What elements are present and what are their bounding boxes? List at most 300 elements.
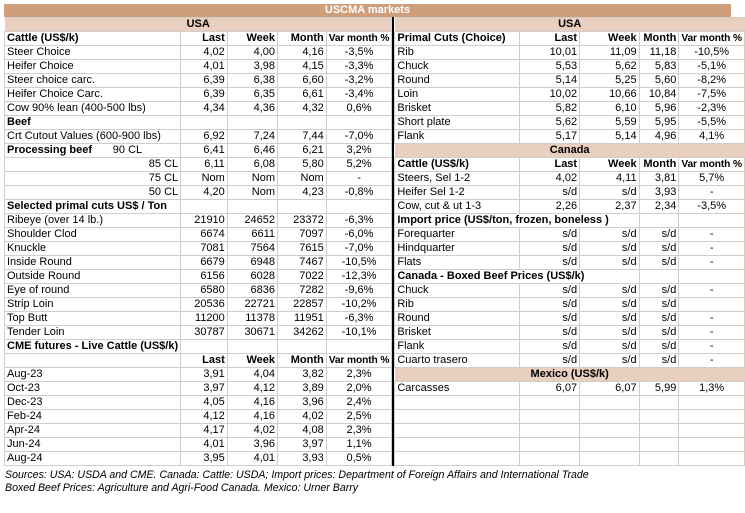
empty-cell [519, 396, 579, 410]
cell-week: 11,09 [580, 46, 640, 60]
cell-last: 6,11 [181, 158, 228, 172]
cell-last: s/d [519, 298, 579, 312]
empty-cell [326, 116, 392, 130]
cell-month: 5,80 [278, 158, 327, 172]
cell-month: 7097 [278, 228, 327, 242]
table-row [395, 214, 745, 228]
cell-month: s/d [639, 312, 679, 326]
cell-month: s/d [639, 340, 679, 354]
cell-week: 4,36 [227, 102, 277, 116]
cell-var-month: 4,1% [679, 130, 745, 144]
cell-week: s/d [580, 228, 640, 242]
table-row [5, 256, 392, 270]
row-label: Inside Round [5, 256, 181, 270]
cell-month: 4,23 [278, 186, 327, 200]
cell-last: 5,82 [519, 102, 579, 116]
table-row [5, 368, 392, 382]
cell-week: Nom [227, 186, 277, 200]
cell-last: s/d [519, 284, 579, 298]
empty-cell [639, 410, 679, 424]
cell-month: 11,18 [639, 46, 679, 60]
cell-var-month: 2,5% [326, 410, 392, 424]
table-row [5, 424, 392, 438]
cell-last: s/d [519, 326, 579, 340]
cell-last: 6674 [181, 228, 228, 242]
section-label: Import price (US$/ton, frozen, boneless ) [395, 214, 639, 228]
cell-month: 5,99 [639, 382, 679, 396]
table-row [5, 200, 392, 214]
table-row [395, 270, 745, 284]
cell-month: 7467 [278, 256, 327, 270]
cell-month: 5,83 [639, 60, 679, 74]
cell-month: 4,15 [278, 60, 327, 74]
cell-week: 24652 [227, 214, 277, 228]
row-label [5, 144, 181, 158]
row-label: Chuck [395, 284, 519, 298]
row-label: Rib [395, 46, 519, 60]
cell-var-month: 3,2% [326, 144, 392, 158]
empty-cell [519, 424, 579, 438]
table-row [5, 116, 392, 130]
table-row [5, 88, 392, 102]
empty-cell [580, 410, 640, 424]
cell-month: 5,95 [639, 116, 679, 130]
empty-label-cell [395, 452, 519, 466]
column-header-var-month: Var month % [326, 354, 392, 368]
cell-var-month: -6,3% [326, 312, 392, 326]
cell-var-month: - [326, 172, 392, 186]
cell-last: 2,26 [519, 200, 579, 214]
cell-last: 4,02 [519, 172, 579, 186]
sources-line-1: Sources: USA: USDA and CME. Canada: Cattle: USDA; Import prices: Department of Foreign Affairs and International Trade [5, 469, 589, 481]
cell-var-month: 1,1% [326, 438, 392, 452]
cell-last: 6580 [181, 284, 228, 298]
row-label: Forequarter [395, 228, 519, 242]
cell-last: 4,34 [181, 102, 228, 116]
cell-last: s/d [519, 228, 579, 242]
row-label: Heifer Choice [5, 60, 181, 74]
cell-week: 4,16 [227, 396, 277, 410]
cell-last: 6,07 [519, 382, 579, 396]
empty-cell [227, 116, 277, 130]
empty-cell [181, 116, 228, 130]
cell-var-month: 0,5% [326, 452, 392, 466]
empty-cell [278, 340, 327, 354]
empty-cell [580, 396, 640, 410]
cell-var-month: -3,3% [326, 60, 392, 74]
cell-month: 6,21 [278, 144, 327, 158]
row-label: Brisket [395, 102, 519, 116]
empty-cell [679, 214, 745, 228]
cell-var-month: -6,3% [326, 214, 392, 228]
section-label: Selected primal cuts US$ / Ton [5, 200, 181, 214]
row-label: Apr-24 [5, 424, 181, 438]
cell-var-month: - [679, 284, 745, 298]
cell-month: 3,97 [278, 438, 327, 452]
cell-last: 5,62 [519, 116, 579, 130]
empty-cell [639, 424, 679, 438]
cell-var-month: 5,7% [679, 172, 745, 186]
row-label: Flats [395, 256, 519, 270]
cell-last: s/d [519, 256, 579, 270]
cell-last: 6,41 [181, 144, 228, 158]
cell-var-month: - [679, 340, 745, 354]
cell-month: s/d [639, 242, 679, 256]
cell-month: s/d [639, 354, 679, 368]
region-band-label: USA [395, 18, 745, 32]
column-header-var-month: Var month % [679, 32, 745, 46]
cell-var-month: -3,5% [326, 46, 392, 60]
cell-month: 4,32 [278, 102, 327, 116]
empty-cell [679, 424, 745, 438]
section-label: Canada - Boxed Beef Prices (US$/k) [395, 270, 639, 284]
primal-canada-mexico-table-body [395, 18, 745, 466]
cell-week: 5,62 [580, 60, 640, 74]
cell-var-month: -6,0% [326, 228, 392, 242]
cell-week: 4,16 [227, 410, 277, 424]
empty-label-cell [395, 396, 519, 410]
cell-var-month: -10,1% [326, 326, 392, 340]
cell-last: 4,01 [181, 60, 228, 74]
cell-var-month: -10,5% [326, 256, 392, 270]
cell-var-month: -10,5% [679, 46, 745, 60]
cell-week: 7564 [227, 242, 277, 256]
cell-week: 4,00 [227, 46, 277, 60]
cell-var-month: -0,8% [326, 186, 392, 200]
column-header-month: Month [639, 32, 679, 46]
table-row [5, 74, 392, 88]
cell-month: 4,16 [278, 46, 327, 60]
row-label: Chuck [395, 60, 519, 74]
cell-month: s/d [639, 298, 679, 312]
section-label: Beef [5, 116, 181, 130]
cell-week: 6,10 [580, 102, 640, 116]
cell-week: 6948 [227, 256, 277, 270]
cell-last: 3,97 [181, 382, 228, 396]
table-row [395, 186, 745, 200]
cell-var-month: - [679, 242, 745, 256]
cell-month: 7615 [278, 242, 327, 256]
table-row [5, 452, 392, 466]
table-row [395, 88, 745, 102]
cell-last: 11200 [181, 312, 228, 326]
cell-week: s/d [580, 340, 640, 354]
title-band [4, 4, 731, 17]
row-label: Heifer Sel 1-2 [395, 186, 519, 200]
cell-week: s/d [580, 312, 640, 326]
cell-month: 2,34 [639, 200, 679, 214]
row-label: Cow, cut & ut 1-3 [395, 200, 519, 214]
row-label: Ribeye (over 14 lb.) [5, 214, 181, 228]
empty-label-cell [395, 410, 519, 424]
cell-var-month: - [679, 256, 745, 270]
column-header-month: Month [278, 354, 327, 368]
cell-var-month: -8,2% [679, 74, 745, 88]
row-label: Flank [395, 340, 519, 354]
cell-week: 6,08 [227, 158, 277, 172]
cell-week: s/d [580, 326, 640, 340]
cell-week: 2,37 [580, 200, 640, 214]
cell-week: s/d [580, 242, 640, 256]
column-header-var-month: Var month % [679, 158, 745, 172]
cell-week: 10,66 [580, 88, 640, 102]
empty-cell [519, 452, 579, 466]
row-label: Outside Round [5, 270, 181, 284]
cell-last: 4,12 [181, 410, 228, 424]
table-row [5, 396, 392, 410]
cell-month: 4,96 [639, 130, 679, 144]
cell-last: 4,01 [181, 438, 228, 452]
cell-month: 7282 [278, 284, 327, 298]
table-row [395, 116, 745, 130]
table-row [5, 158, 392, 172]
section-label: CME futures - Live Cattle (US$/k) [5, 340, 181, 354]
cell-var-month: - [679, 186, 745, 200]
cell-var-month: -3,4% [326, 88, 392, 102]
table-row [5, 270, 392, 284]
row-sublabel: 90 CL [112, 144, 143, 156]
cell-week: s/d [580, 354, 640, 368]
cell-var-month: - [679, 326, 745, 340]
cell-last: 5,17 [519, 130, 579, 144]
cell-var-month: - [679, 354, 745, 368]
row-label: Round [395, 312, 519, 326]
empty-cell [679, 410, 745, 424]
cell-last: 6,39 [181, 74, 228, 88]
cell-month: s/d [639, 284, 679, 298]
cell-last: s/d [519, 312, 579, 326]
table-row [5, 438, 392, 452]
cell-month: 7022 [278, 270, 327, 284]
table-row [5, 130, 392, 144]
table-row [395, 298, 745, 312]
cell-week: 30671 [227, 326, 277, 340]
cell-month: s/d [639, 228, 679, 242]
cell-var-month: -5,1% [679, 60, 745, 74]
row-label: Cuarto trasero [395, 354, 519, 368]
cell-var-month: -9,6% [326, 284, 392, 298]
empty-cell [639, 270, 679, 284]
table-row [395, 172, 745, 186]
cell-var-month: 0,6% [326, 102, 392, 116]
table-row [395, 312, 745, 326]
cell-last: s/d [519, 354, 579, 368]
row-label: Round [395, 74, 519, 88]
table-row [5, 214, 392, 228]
empty-cell [679, 270, 745, 284]
cell-month: s/d [639, 256, 679, 270]
cell-var-month: - [679, 312, 745, 326]
table-row [5, 32, 392, 46]
empty-cell [227, 200, 277, 214]
table-row [5, 284, 392, 298]
table-row [395, 340, 745, 354]
cell-month: 3,96 [278, 396, 327, 410]
cell-var-month: -3,2% [326, 74, 392, 88]
cell-week: 6,07 [580, 382, 640, 396]
table-row [5, 382, 392, 396]
empty-cell [326, 340, 392, 354]
cell-last: 6,39 [181, 88, 228, 102]
column-header-last: Last [519, 32, 579, 46]
row-label: Tender Loin [5, 326, 181, 340]
row-label: Carcasses [395, 382, 519, 396]
region-band-label: Canada [395, 144, 745, 158]
empty-cell [580, 424, 640, 438]
cell-last: 3,91 [181, 368, 228, 382]
row-label: Crt Cutout Values (600-900 lbs) [5, 130, 181, 144]
table-row [395, 326, 745, 340]
table-row [395, 60, 745, 74]
table-row [5, 60, 392, 74]
cell-last: 5,14 [519, 74, 579, 88]
row-label: Loin [395, 88, 519, 102]
page-title: USCMA markets [324, 4, 411, 16]
cell-month: 22857 [278, 298, 327, 312]
table-row [395, 74, 745, 88]
cell-last: 10,01 [519, 46, 579, 60]
cell-last: 10,02 [519, 88, 579, 102]
cell-month: 4,08 [278, 424, 327, 438]
row-label: Hindquarter [395, 242, 519, 256]
cell-month: 5,96 [639, 102, 679, 116]
table-row [5, 102, 392, 116]
cell-month: 11951 [278, 312, 327, 326]
table-row [395, 452, 745, 466]
column-header-last: Last [181, 354, 228, 368]
cell-var-month: -7,0% [326, 242, 392, 256]
empty-cell [580, 438, 640, 452]
empty-cell [639, 452, 679, 466]
table-row [5, 144, 392, 158]
cell-var-month: 2,3% [326, 368, 392, 382]
cell-week: 4,04 [227, 368, 277, 382]
cell-last: s/d [519, 242, 579, 256]
empty-cell [278, 200, 327, 214]
empty-cell [679, 438, 745, 452]
region-band-row [5, 18, 392, 32]
table-row [395, 396, 745, 410]
empty-cell [639, 214, 679, 228]
empty-cell [580, 452, 640, 466]
region-band-row [395, 368, 745, 382]
cell-week: 6611 [227, 228, 277, 242]
primal-canada-mexico-table [394, 17, 745, 466]
column-header-week: Week [580, 158, 640, 172]
column-header-label [5, 354, 181, 368]
row-label: Short plate [395, 116, 519, 130]
cell-week: s/d [580, 298, 640, 312]
table-row [395, 354, 745, 368]
row-label: Top Butt [5, 312, 181, 326]
cell-last: 6679 [181, 256, 228, 270]
cell-var-month: -3,5% [679, 200, 745, 214]
row-label: Dec-23 [5, 396, 181, 410]
table-row [395, 130, 745, 144]
cell-last: 6156 [181, 270, 228, 284]
cell-var-month: 2,0% [326, 382, 392, 396]
cell-month: 3,93 [639, 186, 679, 200]
cell-week: 6028 [227, 270, 277, 284]
cell-week: s/d [580, 256, 640, 270]
row-label: Jun-24 [5, 438, 181, 452]
row-label: Flank [395, 130, 519, 144]
cell-last: 4,02 [181, 46, 228, 60]
cell-month: 3,82 [278, 368, 327, 382]
column-header-label: Cattle (US$/k) [395, 158, 519, 172]
table-row [395, 256, 745, 270]
empty-cell [639, 438, 679, 452]
cell-var-month [679, 298, 745, 312]
cell-month: Nom [278, 172, 327, 186]
cell-week: 22721 [227, 298, 277, 312]
cell-month: s/d [639, 326, 679, 340]
cell-last: 3,95 [181, 452, 228, 466]
table-row [395, 410, 745, 424]
column-header-var-month: Var month % [326, 32, 392, 46]
column-header-week: Week [580, 32, 640, 46]
cell-var-month: -12,3% [326, 270, 392, 284]
table-row [5, 312, 392, 326]
empty-cell [639, 396, 679, 410]
cell-var-month: -2,3% [679, 102, 745, 116]
cell-week: Nom [227, 172, 277, 186]
row-label: Aug-24 [5, 452, 181, 466]
cell-last: 4,05 [181, 396, 228, 410]
cell-var-month: -7,5% [679, 88, 745, 102]
cell-last: Nom [181, 172, 228, 186]
column-header-last: Last [181, 32, 228, 46]
table-row [395, 228, 745, 242]
row-label: Brisket [395, 326, 519, 340]
cell-last: 4,20 [181, 186, 228, 200]
cell-week: 5,59 [580, 116, 640, 130]
empty-cell [278, 116, 327, 130]
row-label: Steers, Sel 1-2 [395, 172, 519, 186]
empty-cell [679, 452, 745, 466]
cell-last: 5,53 [519, 60, 579, 74]
row-label: Cow 90% lean (400-500 lbs) [5, 102, 181, 116]
table-row [395, 438, 745, 452]
cell-last: s/d [519, 186, 579, 200]
column-header-week: Week [227, 32, 277, 46]
cell-week: s/d [580, 186, 640, 200]
cell-week: 11378 [227, 312, 277, 326]
row-label: Rib [395, 298, 519, 312]
cell-var-month: - [679, 228, 745, 242]
cell-var-month: 2,4% [326, 396, 392, 410]
cell-var-month: 5,2% [326, 158, 392, 172]
column-header-week: Week [227, 354, 277, 368]
row-label: Aug-23 [5, 368, 181, 382]
cell-month: 3,89 [278, 382, 327, 396]
cell-month: 6,60 [278, 74, 327, 88]
usa-cattle-table [4, 17, 392, 466]
table-row [5, 354, 392, 368]
column-header-month: Month [278, 32, 327, 46]
cell-var-month: 2,3% [326, 424, 392, 438]
row-sublabel: 85 CL [148, 158, 179, 170]
cell-week: 3,98 [227, 60, 277, 74]
table-row [5, 340, 392, 354]
cell-var-month: -7,0% [326, 130, 392, 144]
cell-last: 21910 [181, 214, 228, 228]
cell-var-month: 1,3% [679, 382, 745, 396]
column-header-label: Cattle (US$/k) [5, 32, 181, 46]
cell-month: 4,02 [278, 410, 327, 424]
cell-last: 6,92 [181, 130, 228, 144]
region-band-row [395, 18, 745, 32]
